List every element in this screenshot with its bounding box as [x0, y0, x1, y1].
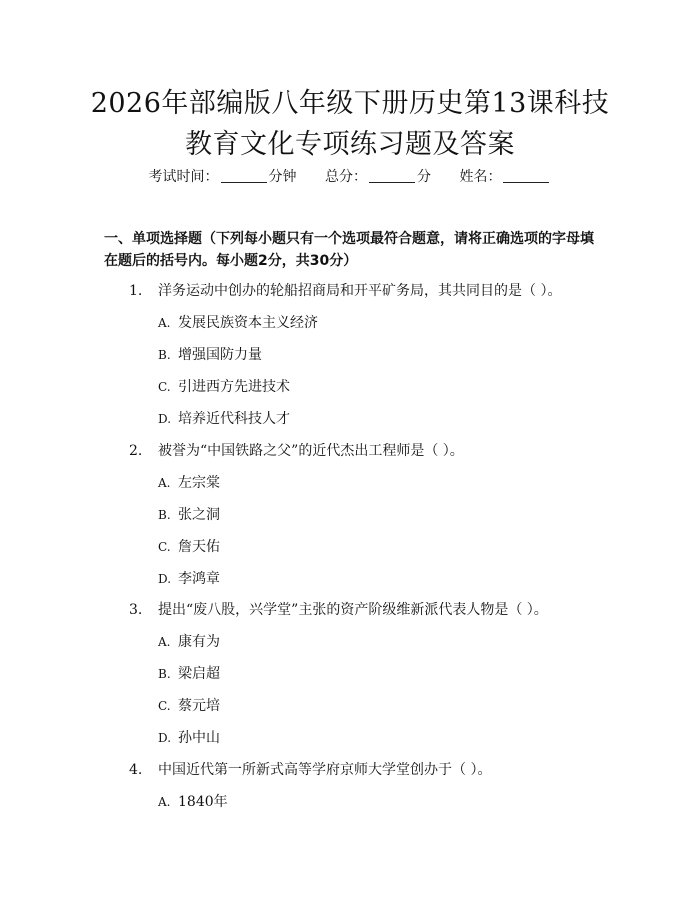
exam-score-blank — [369, 170, 415, 183]
option-1d — [158, 412, 558, 426]
option-text: 发展民族资本主义经济 — [178, 315, 318, 331]
option-2d — [158, 572, 558, 586]
question-text: 被誉为“中国铁路之父”的近代杰出工程师是（ ）。 — [158, 443, 464, 459]
exam-time-unit: 分钟 — [268, 169, 297, 185]
option-letter: C. — [158, 380, 171, 394]
option-letter: A. — [158, 635, 171, 649]
question-number: 4. — [129, 762, 143, 778]
option-letter: B. — [158, 348, 171, 362]
option-letter: A. — [158, 316, 171, 330]
option-text: 增强国防力量 — [178, 347, 262, 363]
option-1a — [158, 316, 558, 330]
option-text: 引进西方先进技术 — [178, 379, 290, 395]
question-text: 中国近代第一所新式高等学府京师大学堂创办于（ ）。 — [158, 762, 492, 778]
option-letter: D. — [158, 572, 172, 586]
option-text: 梁启超 — [178, 666, 220, 682]
question-number: 1. — [129, 283, 143, 299]
option-2c — [158, 540, 558, 554]
exam-name — [459, 169, 551, 185]
option-text: 孙中山 — [178, 730, 220, 746]
option-letter: A. — [158, 795, 171, 809]
question-text: 提出“废八股，兴学堂”主张的资产阶级维新派代表人物是（ ）。 — [158, 602, 548, 618]
option-text: 詹天佑 — [178, 539, 220, 555]
option-text: 培养近代科技人才 — [178, 411, 290, 427]
option-letter: C. — [158, 699, 171, 713]
option-letter: C. — [158, 540, 171, 554]
exam-score-label: 总分： — [325, 169, 367, 185]
exam-time-label: 考试时间： — [148, 169, 219, 185]
question-text: 洋务运动中创办的轮船招商局和开平矿务局，其共同目的是（ ）。 — [158, 283, 562, 299]
option-letter: B. — [158, 508, 171, 522]
option-text: 张之洞 — [178, 507, 220, 523]
question-number: 3. — [129, 602, 143, 618]
exam-meta — [0, 170, 700, 184]
section-heading: 一、单项选择题（下列每小题只有一个选项最符合题意，请将正确选项的字母填在题后的括号内。每小题2分，共30分） — [104, 231, 594, 269]
exam-score — [325, 169, 435, 185]
document-title-line-1: 2026年部编版八年级下册历史第13课科技 — [90, 88, 610, 119]
exam-time — [149, 169, 301, 185]
option-3d — [158, 731, 558, 745]
option-3b — [158, 667, 558, 681]
option-letter: D. — [158, 731, 172, 745]
option-text: 蔡元培 — [178, 698, 220, 714]
exam-name-blank — [503, 170, 549, 183]
document-title-line-2: 教育文化专项练习题及答案 — [185, 129, 515, 160]
option-2b — [158, 508, 558, 522]
exam-name-label: 姓名： — [459, 169, 502, 185]
option-3c — [158, 699, 558, 713]
option-text: 康有为 — [178, 634, 220, 650]
exam-score-unit: 分 — [417, 169, 431, 185]
option-text: 1840年 — [178, 794, 228, 810]
option-text: 左宗棠 — [178, 475, 220, 491]
option-letter: A. — [158, 476, 171, 490]
option-text: 李鸿章 — [178, 571, 220, 587]
option-letter: D. — [158, 412, 172, 426]
option-1c — [158, 380, 558, 394]
option-4a — [158, 795, 558, 809]
option-1b — [158, 348, 558, 362]
question-number: 2. — [129, 443, 143, 459]
exam-time-blank — [221, 170, 267, 183]
option-2a — [158, 476, 558, 490]
option-3a — [158, 635, 558, 649]
option-letter: B. — [158, 667, 171, 681]
